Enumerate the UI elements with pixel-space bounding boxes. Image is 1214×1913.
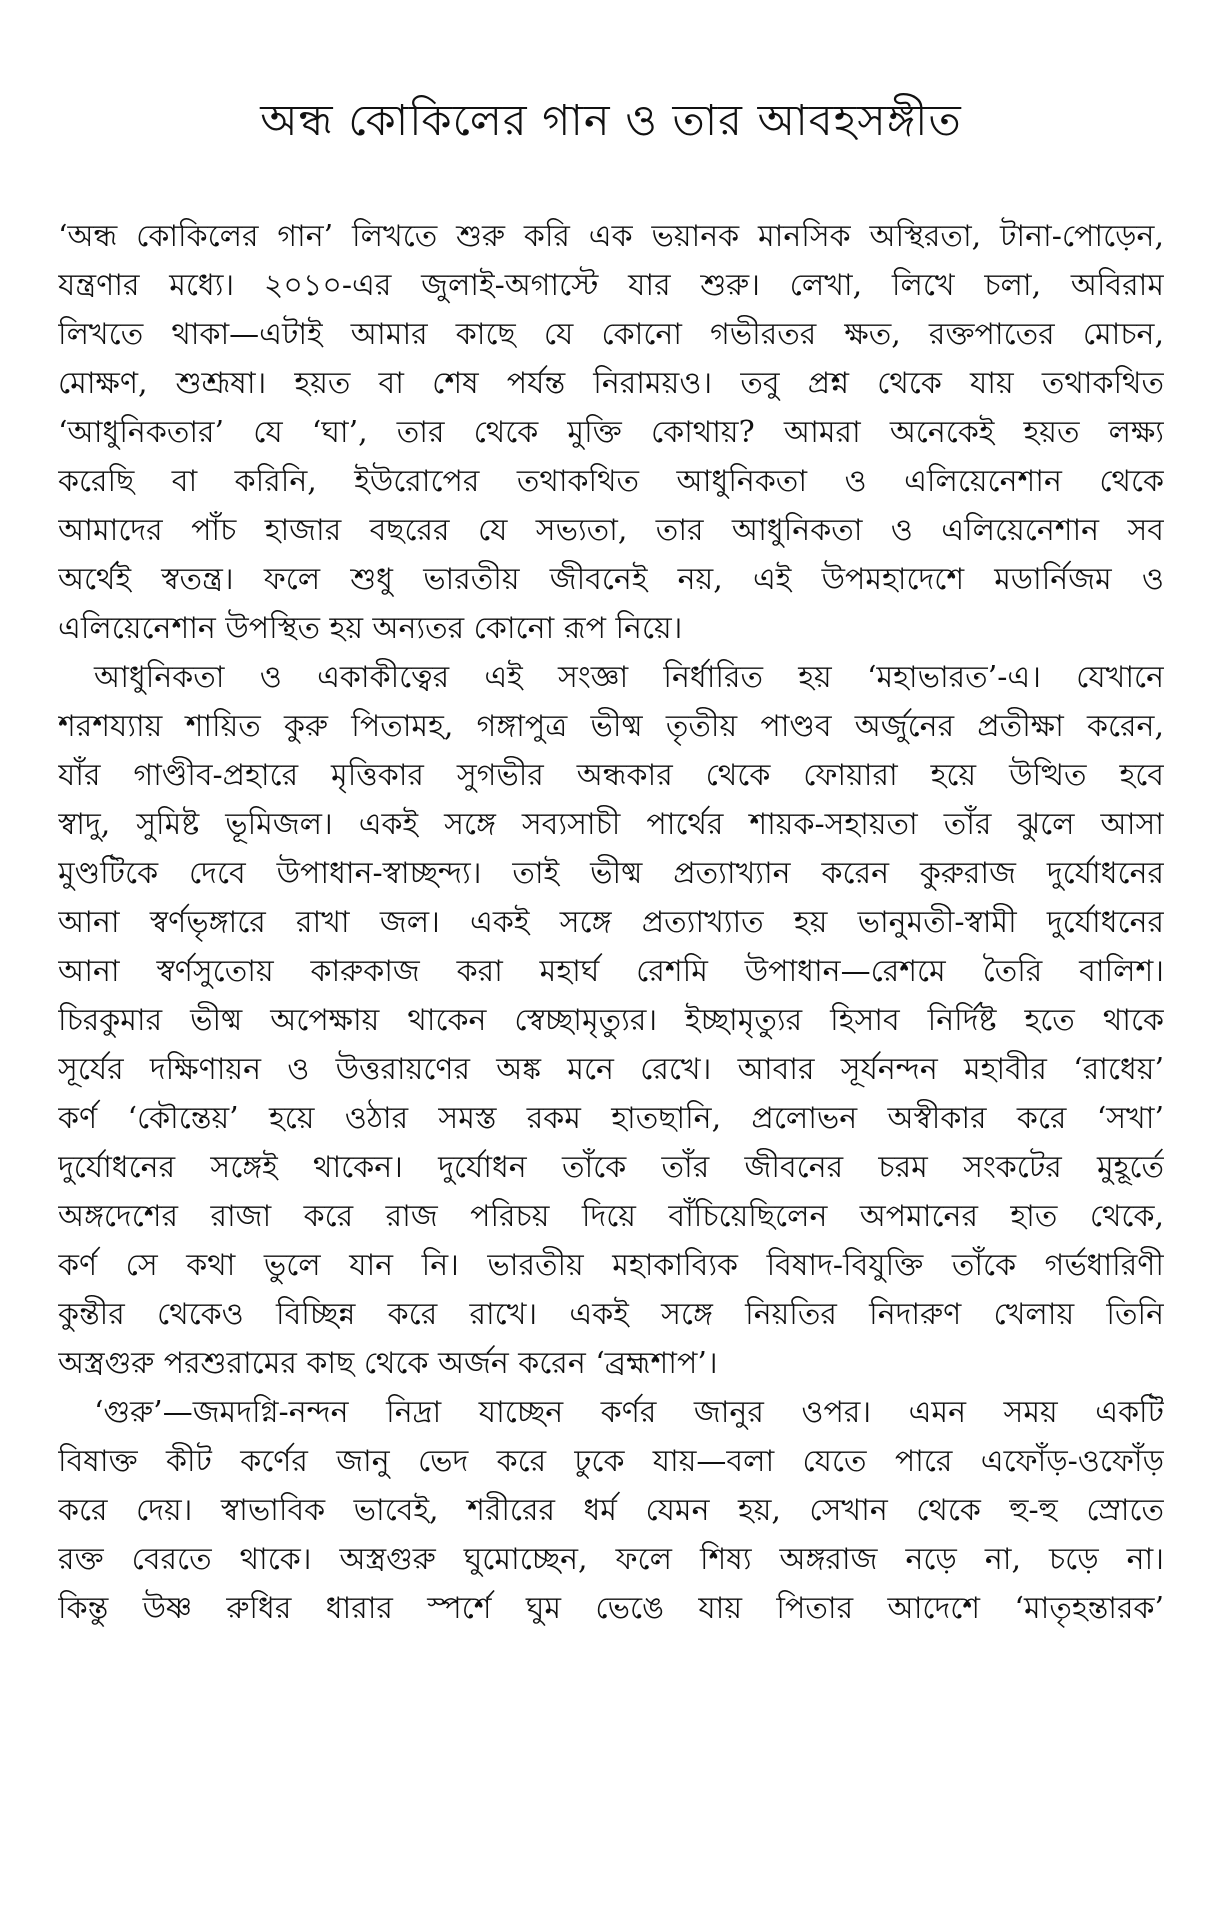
text-line: যাঁর গাণ্ডীব-প্রহারে মৃত্তিকার সুগভীর অন্ধকার থেকে ফোয়ারা হয়ে উত্থিত হবে (58, 758, 1164, 793)
text-line: এলিয়েনেশান উপস্থিত হয় অন্যতর কোনো রূপ নিয়ে। (58, 611, 683, 646)
text-line: কিন্তু উষ্ণ রুধির ধারার স্পর্শে ঘুম ভেঙে যায় পিতার আদেশে ‘মাতৃহন্তারক’ (58, 1591, 1164, 1626)
text-line: শরশয্যায় শায়িত কুরু পিতামহ, গঙ্গাপুত্র ভীষ্ম তৃতীয় পাণ্ডব অর্জুনের প্রতীক্ষা করেন, (58, 709, 1164, 744)
text-line: মোক্ষণ, শুশ্রূষা। হয়ত বা শেষ পর্যন্ত নিরাময়ও। তবু প্রশ্ন থেকে যায় তথাকথিত (58, 366, 1164, 401)
text-line: ‘গুরু’—জমদগ্নি-নন্দন নিদ্রা যাচ্ছেন কর্ণর জানুর ওপর। এমন সময় একটি (94, 1395, 1164, 1430)
text-line: বিষাক্ত কীট কর্ণের জানু ভেদ করে ঢুকে যায়—বলা যেতে পারে এফোঁড়-ওফোঁড় (58, 1444, 1164, 1479)
text-line: রক্ত বেরতে থাকে। অস্ত্রগুরু ঘুমোচ্ছেন, ফলে শিষ্য অঙ্গরাজ নড়ে না, চড়ে না। (58, 1542, 1164, 1577)
text-line: করে দেয়। স্বাভাবিক ভাবেই, শরীরের ধর্ম যেমন হয়, সেখান থেকে হু-হু স্রোতে (58, 1493, 1164, 1528)
paragraph-2 (58, 653, 1164, 1388)
text-line: আধুনিকতা ও একাকীত্বের এই সংজ্ঞা নির্ধারিত হয় ‘মহাভারত’-এ। যেখানে (94, 660, 1164, 695)
text-line: ‘অন্ধ কোকিলের গান’ লিখতে শুরু করি এক ভয়ানক মানসিক অস্থিরতা, টানা-পোড়েন, (58, 219, 1164, 254)
text-line: ‘আধুনিকতার’ যে ‘ঘা’, তার থেকে মুক্তি কোথায়? আমরা অনেকেই হয়ত লক্ষ্য (58, 415, 1164, 450)
text-line: করেছি বা করিনি, ইউরোপের তথাকথিত আধুনিকতা ও এলিয়েনেশান থেকে (58, 464, 1164, 499)
paragraph-3 (58, 1388, 1164, 1633)
text-line: চিরকুমার ভীষ্ম অপেক্ষায় থাকেন স্বেচ্ছামৃত্যুর। ইচ্ছামৃত্যুর হিসাব নির্দিষ্ট হতে থাকে (58, 1003, 1164, 1038)
text-line: আনা স্বর্ণসুতোয় কারুকাজ করা মহার্ঘ রেশমি উপাধান—রেশমে তৈরি বালিশ। (58, 954, 1164, 989)
text-line: স্বাদু, সুমিষ্ট ভূমিজল। একই সঙ্গে সব্যসাচী পার্থের শায়ক-সহায়তা তাঁর ঝুলে আসা (58, 807, 1164, 842)
text-line: মুণ্ডটিকে দেবে উপাধান-স্বাচ্ছন্দ্য। তাই ভীষ্ম প্রত্যাখ্যান করেন কুরুরাজ দুর্যোধনের (58, 856, 1164, 891)
text-line: অস্ত্রগুরু পরশুরামের কাছ থেকে অর্জন করেন ‘ব্রহ্মশাপ’। (58, 1346, 718, 1381)
text-line: অঙ্গদেশের রাজা করে রাজ পরিচয় দিয়ে বাঁচিয়েছিলেন অপমানের হাত থেকে, (58, 1199, 1164, 1234)
text-line: সূর্যের দক্ষিণায়ন ও উত্তরায়ণের অঙ্ক মনে রেখে। আবার সূর্যনন্দন মহাবীর ‘রাধেয়’ (58, 1052, 1164, 1087)
text-line: আমাদের পাঁচ হাজার বছরের যে সভ্যতা, তার আধুনিকতা ও এলিয়েনেশান সব (58, 513, 1164, 548)
paragraph-1 (58, 212, 1164, 653)
text-line: কর্ণ সে কথা ভুলে যান নি। ভারতীয় মহাকাব্যিক বিষাদ-বিযুক্তি তাঁকে গর্ভধারিণী (58, 1248, 1164, 1283)
text-line: আনা স্বর্ণভৃঙ্গারে রাখা জল। একই সঙ্গে প্রত্যাখ্যাত হয় ভানুমতী-স্বামী দুর্যোধনের (58, 905, 1164, 940)
text-line: কুন্তীর থেকেও বিচ্ছিন্ন করে রাখে। একই সঙ্গে নিয়তির নিদারুণ খেলায় তিনি (58, 1297, 1164, 1332)
text-line: কর্ণ ‘কৌন্তেয়’ হয়ে ওঠার সমস্ত রকম হাতছানি, প্রলোভন অস্বীকার করে ‘সখা’ (58, 1101, 1164, 1136)
text-line: যন্ত্রণার মধ্যে। ২০১০-এর জুলাই-অগাস্টে যার শুরু। লেখা, লিখে চলা, অবিরাম (58, 268, 1164, 303)
text-line: অর্থেই স্বতন্ত্র। ফলে শুধু ভারতীয় জীবনেই নয়, এই উপমহাদেশে মডার্নিজম ও (58, 562, 1164, 597)
text-line: লিখতে থাকা—এটাই আমার কাছে যে কোনো গভীরতর ক্ষত, রক্তপাতের মোচন, (58, 317, 1164, 352)
text-line: দুর্যোধনের সঙ্গেই থাকেন। দুর্যোধন তাঁকে তাঁর জীবনের চরম সংকটের মুহূর্তে (58, 1150, 1164, 1185)
chapter-title: অন্ধ কোকিলের গান ও তার আবহসঙ্গীত (260, 96, 962, 146)
